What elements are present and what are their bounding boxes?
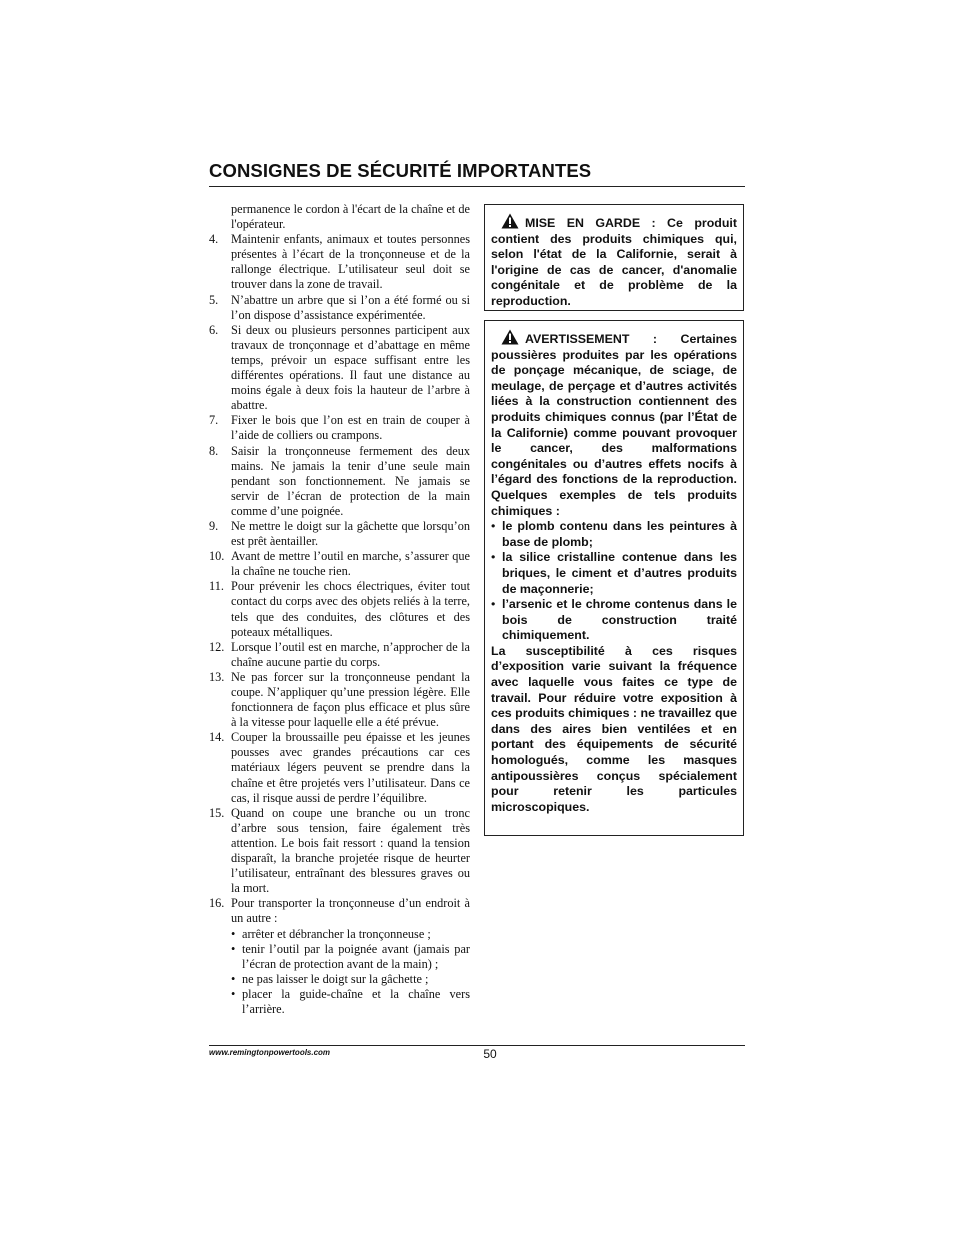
safety-instructions-list <box>209 202 470 1017</box>
list-item: 4. Maintenir enfants, animaux et toutes personnes présentes à l’écart de la tronçonneuse et de la rallonge électrique. L’utilisateur seul doit se trouver dans la zone de travail. <box>209 232 470 292</box>
footer-divider <box>209 1045 745 1046</box>
list-item: 5. N’abattre un arbre que si l’on a été formé ou si l’on dispose d’assistance expérimentée. <box>209 292 470 322</box>
sub-bullet-item: • tenir l’outil par la poignée avant (jamais par l’écran de protection avant de la main) ; <box>231 941 470 971</box>
warning-bullet: • l’arsenic et le chrome contenus dans le bois de construction traité chimiquement. <box>491 597 737 643</box>
sub-bullet-item: • arrêter et débrancher la tronçonneuse ; <box>231 926 431 941</box>
list-item: 10. Avant de mettre l’outil en marche, s’assurer que la chaîne ne touche rien. <box>209 549 470 579</box>
list-item: 7. Fixer le bois que l’on est en train de couper à l’aide de colliers ou crampons. <box>209 413 470 443</box>
warning-box <box>484 320 744 836</box>
list-item: 13. Ne pas forcer sur la tronçonneuse pendant la coupe. N’appliquer qu’une pression légère. Elle fonctionnera de façon plus efficace et plus sûre à la vitesse pour laquelle elle a été prévue. <box>209 669 470 730</box>
list-item: 15. Quand on coupe une branche ou un tronc d’arbre sous tension, faire également très attention. Le bois fait ressort : quand la tension disparaît, la branche projetée risque de heurter l’utilisateur, entraînant des blessures graves ou la mort. <box>209 805 470 896</box>
list-item: 12. Lorsque l’outil est en marche, n’approcher de la chaîne aucune partie du corps. <box>209 639 470 669</box>
list-item: 9. Ne mettre le doigt sur la gâchette que lorsqu’on est prêt àentailler. <box>209 518 470 549</box>
list-item: 8. Saisir la tronçonneuse fermement des deux mains. Ne jamais la tenir d’une seule main pendant son fonctionnement. Ne jamais se servir de l’écran de protection de la main comme d’une poignée. <box>209 443 470 518</box>
caution-box <box>484 204 744 311</box>
caution-text: MISE EN GARDE : Ce produit contient des produits chimiques qui, selon l'état de la Californie, serait à l'origine de cas de cancer, d'anomalie congénitale et de problème de la reproduction. <box>491 216 737 308</box>
page-title: CONSIGNES DE SÉCURITÉ IMPORTANTES <box>209 160 592 181</box>
continued-paragraph: permanence le cordon à l'écart de la chaîne et de l'opérateur. <box>231 202 470 232</box>
list-item: 16. Pour transporter la tronçonneuse d’un endroit à un autre : <box>209 896 470 926</box>
list-item: 14. Couper la broussaille peu épaisse et les jeunes pousses avec grandes précautions car ces matériaux légers peuvent se prendre dans la chaîne et être projetés vers l’utilisateur. Dans ce cas, il risque aussi de perdre l’équilibre. <box>209 730 470 805</box>
sub-bullet-item: • placer la guide-chaîne et la chaîne vers l’arrière. <box>231 986 470 1016</box>
warning-triangle-icon <box>501 329 519 345</box>
title-divider <box>209 186 745 187</box>
warning-intro-text: AVERTISSEMENT : Certaines poussières produites par les opérations de ponçage mécanique, de sciage, de meulage, de perçage et d’autres activités liées à la construction contiennent des produits chimiques connus (par l’État de la Californie) comme pouvant provoquer le cancer, des malformations congénitales ou d’autres effets nocifs à l’égard des fonctions de la reproduction. Quelques exemples de tels produits chimiques : <box>491 332 737 518</box>
warning-bullet: • le plomb contenu dans les peintures à base de plomb; <box>491 519 737 549</box>
warning-closing-text: La susceptibilité à ces risques d’exposition varie suivant la fréquence avec laquelle vous faites ce type de travail. Pour réduire votre exposition à ces produits chimiques : ne travaillez que dans des aires bien ventilées et en portant des équipements de sécurité homologués, comme les masques antipoussières conçus spécialement pour retenir les particules microscopiques. <box>491 643 737 814</box>
list-item: 6. Si deux ou plusieurs personnes participent aux travaux de tronçonnage et d’abattage en même temps, prévoir un espace suffisant entre les différentes opérations. Il faut une distance au moins égale à deux fois la hauteur de l’arbre à abattre. <box>209 322 470 413</box>
warning-triangle-icon <box>501 213 519 229</box>
warning-bullet: • la silice cristalline contenue dans les briques, le ciment et d’autres produits de maçonnerie; <box>491 550 737 596</box>
list-item: 11. Pour prévenir les chocs électriques, éviter tout contact du corps avec des objets reliés à la terre, tels que des conduites, des clôtures et des poteaux métalliques. <box>209 579 470 639</box>
page-number: 50 <box>483 1047 497 1061</box>
footer-website: www.remingtonpowertools.com <box>209 1048 331 1057</box>
sub-bullet-item: • ne pas laisser le doigt sur la gâchette ; <box>231 971 429 986</box>
